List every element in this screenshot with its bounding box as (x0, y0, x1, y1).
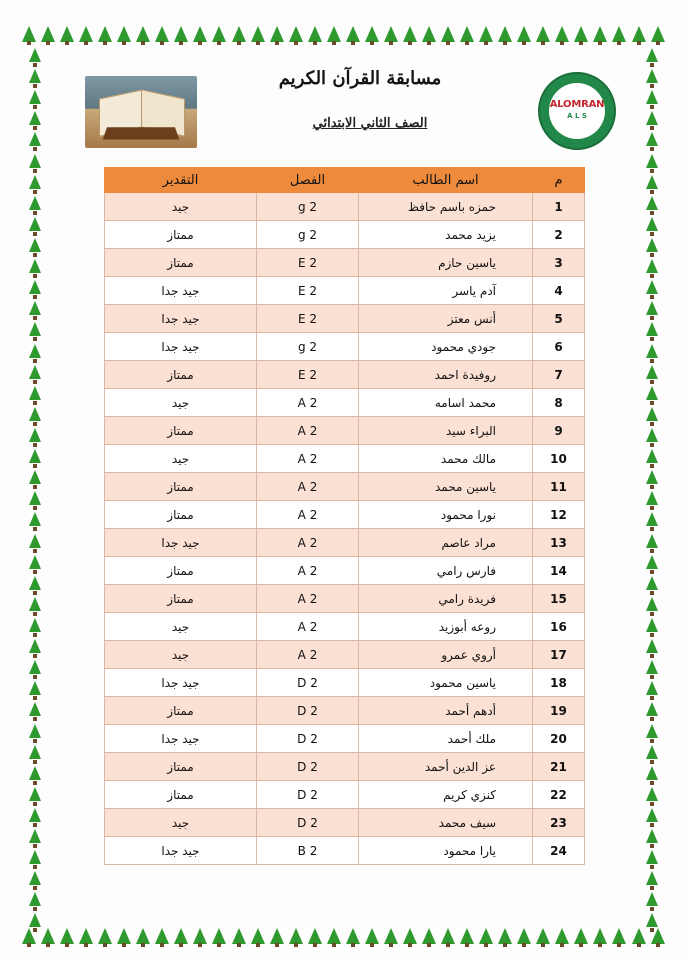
cell-class: 2 D (257, 809, 359, 837)
cell-student-name: أدهم أحمد (359, 697, 533, 725)
tree-icon (193, 928, 207, 944)
tree-icon (308, 26, 322, 42)
tree-icon (646, 660, 658, 674)
cell-number: 4 (533, 277, 585, 305)
quran-photo (85, 76, 197, 148)
cell-student-name: أروي عمرو (359, 641, 533, 669)
tree-icon (646, 576, 658, 590)
table-row (105, 557, 585, 585)
tree-icon (289, 928, 303, 944)
tree-icon (155, 928, 169, 944)
school-logo (538, 72, 616, 150)
tree-icon (29, 745, 41, 759)
cell-student-name: آدم ياسر (359, 277, 533, 305)
tree-icon (460, 928, 474, 944)
cell-student-name: عز الدين أحمد (359, 753, 533, 781)
cell-student-name: ياسين محمود (359, 669, 533, 697)
tree-icon (29, 829, 41, 843)
tree-icon (646, 386, 658, 400)
tree-icon (29, 724, 41, 738)
cell-student-name: يارا محمود (359, 837, 533, 865)
tree-icon (646, 702, 658, 716)
tree-icon (29, 808, 41, 822)
tree-icon (593, 26, 607, 42)
cell-class: 2 D (257, 697, 359, 725)
cell-number: 14 (533, 557, 585, 585)
tree-icon (646, 618, 658, 632)
tree-icon (29, 154, 41, 168)
table-row (105, 361, 585, 389)
cell-class: 2 A (257, 445, 359, 473)
book-stand (103, 127, 179, 139)
cell-number: 12 (533, 501, 585, 529)
tree-icon (441, 928, 455, 944)
cell-class: 2 E (257, 361, 359, 389)
cell-grade: جيد جدا (105, 305, 257, 333)
tree-icon (632, 928, 646, 944)
cell-grade: جيد جدا (105, 837, 257, 865)
tree-icon (29, 470, 41, 484)
table-row (105, 697, 585, 725)
tree-icon (646, 808, 658, 822)
tree-icon (646, 132, 658, 146)
cell-class: 2 A (257, 613, 359, 641)
cell-student-name: حمزه باسم حافظ (359, 193, 533, 221)
cell-student-name: فارس رامي (359, 557, 533, 585)
column-header-number: م (533, 168, 585, 193)
tree-icon (29, 428, 41, 442)
tree-icon (174, 26, 188, 42)
tree-border-left (24, 48, 46, 928)
cell-grade: ممتاز (105, 473, 257, 501)
tree-icon (29, 871, 41, 885)
tree-icon (98, 26, 112, 42)
tree-icon (498, 26, 512, 42)
table-row (105, 725, 585, 753)
tree-icon (29, 892, 41, 906)
tree-icon (232, 928, 246, 944)
tree-icon (612, 26, 626, 42)
cell-class: 2 g (257, 221, 359, 249)
cell-grade: ممتاز (105, 585, 257, 613)
tree-icon (555, 928, 569, 944)
tree-icon (646, 175, 658, 189)
tree-icon (327, 928, 341, 944)
tree-icon (460, 26, 474, 42)
tree-icon (646, 491, 658, 505)
tree-icon (29, 850, 41, 864)
tree-icon (498, 928, 512, 944)
tree-icon (29, 534, 41, 548)
tree-icon (384, 26, 398, 42)
table-row (105, 809, 585, 837)
tree-icon (251, 928, 265, 944)
tree-icon (517, 928, 531, 944)
tree-icon (646, 238, 658, 252)
tree-icon (384, 928, 398, 944)
tree-icon (41, 928, 55, 944)
cell-grade: ممتاز (105, 501, 257, 529)
tree-icon (646, 470, 658, 484)
tree-icon (29, 280, 41, 294)
tree-icon (646, 428, 658, 442)
cell-number: 20 (533, 725, 585, 753)
tree-icon (29, 766, 41, 780)
tree-icon (574, 928, 588, 944)
cell-student-name: ياسين حازم (359, 249, 533, 277)
cell-student-name: ملك أحمد (359, 725, 533, 753)
tree-icon (646, 829, 658, 843)
cell-class: 2 A (257, 557, 359, 585)
tree-icon (41, 26, 55, 42)
table-row (105, 837, 585, 865)
column-header-grade: التقدير (105, 168, 257, 193)
cell-student-name: جودي محمود (359, 333, 533, 361)
cell-student-name: نورا محمود (359, 501, 533, 529)
tree-icon (29, 660, 41, 674)
cell-grade: جيد (105, 193, 257, 221)
cell-student-name: يزيد محمد (359, 221, 533, 249)
tree-icon (29, 365, 41, 379)
cell-class: 2 E (257, 305, 359, 333)
table-row (105, 473, 585, 501)
tree-icon (29, 787, 41, 801)
tree-icon (79, 928, 93, 944)
cell-grade: جيد (105, 445, 257, 473)
cell-number: 17 (533, 641, 585, 669)
cell-number: 16 (533, 613, 585, 641)
cell-student-name: البراء سيد (359, 417, 533, 445)
cell-student-name: سيف محمد (359, 809, 533, 837)
tree-icon (422, 928, 436, 944)
tree-icon (29, 132, 41, 146)
cell-number: 11 (533, 473, 585, 501)
cell-class: 2 E (257, 277, 359, 305)
cell-number: 9 (533, 417, 585, 445)
tree-icon (174, 928, 188, 944)
tree-icon (29, 618, 41, 632)
cell-grade: جيد (105, 809, 257, 837)
table-row (105, 249, 585, 277)
cell-class: 2 A (257, 501, 359, 529)
cell-class: 2 g (257, 333, 359, 361)
cell-class: 2 A (257, 417, 359, 445)
tree-icon (555, 26, 569, 42)
cell-student-name: أنس معتز (359, 305, 533, 333)
tree-icon (646, 766, 658, 780)
tree-icon (193, 26, 207, 42)
tree-icon (574, 26, 588, 42)
column-header-student-name: اسم الطالب (359, 168, 533, 193)
tree-icon (136, 26, 150, 42)
cell-student-name: كنزي كريم (359, 781, 533, 809)
tree-icon (270, 26, 284, 42)
table-row (105, 193, 585, 221)
tree-icon (646, 787, 658, 801)
tree-icon (365, 928, 379, 944)
cell-number: 21 (533, 753, 585, 781)
table-row (105, 585, 585, 613)
tree-icon (646, 407, 658, 421)
tree-icon (29, 639, 41, 653)
table-row (105, 221, 585, 249)
cell-grade: جيد جدا (105, 725, 257, 753)
tree-icon (29, 407, 41, 421)
table-row (105, 669, 585, 697)
cell-number: 24 (533, 837, 585, 865)
tree-icon (29, 597, 41, 611)
tree-icon (79, 26, 93, 42)
tree-icon (308, 928, 322, 944)
page-title: مسابقة القرآن الكريم (278, 68, 442, 89)
tree-icon (155, 26, 169, 42)
tree-icon (29, 259, 41, 273)
tree-icon (29, 175, 41, 189)
cell-number: 22 (533, 781, 585, 809)
table-row (105, 501, 585, 529)
tree-icon (479, 26, 493, 42)
tree-icon (29, 702, 41, 716)
tree-icon (29, 344, 41, 358)
tree-border-top (22, 26, 665, 48)
logo-inner-circle (549, 83, 605, 139)
tree-icon (646, 259, 658, 273)
cell-class: 2 D (257, 725, 359, 753)
cell-grade: جيد (105, 613, 257, 641)
tree-icon (479, 928, 493, 944)
cell-class: 2 E (257, 249, 359, 277)
tree-icon (29, 913, 41, 927)
cell-student-name: روعه أبوزيد (359, 613, 533, 641)
cell-class: 2 D (257, 781, 359, 809)
tree-icon (98, 928, 112, 944)
cell-student-name: محمد اسامه (359, 389, 533, 417)
tree-icon (646, 111, 658, 125)
cell-grade: ممتاز (105, 417, 257, 445)
tree-icon (646, 871, 658, 885)
cell-student-name: روفيدة احمد (359, 361, 533, 389)
tree-icon (212, 26, 226, 42)
cell-grade: جيد (105, 641, 257, 669)
cell-grade: ممتاز (105, 781, 257, 809)
tree-icon (403, 26, 417, 42)
cell-number: 6 (533, 333, 585, 361)
tree-icon (612, 928, 626, 944)
cell-number: 23 (533, 809, 585, 837)
tree-icon (646, 365, 658, 379)
tree-icon (29, 69, 41, 83)
table-row (105, 417, 585, 445)
cell-grade: جيد جدا (105, 277, 257, 305)
cell-grade: ممتاز (105, 753, 257, 781)
logo-subtext: A L S (567, 112, 587, 120)
cell-number: 5 (533, 305, 585, 333)
cell-class: 2 D (257, 669, 359, 697)
tree-icon (117, 928, 131, 944)
tree-icon (29, 576, 41, 590)
cell-student-name: ياسين محمد (359, 473, 533, 501)
tree-icon (646, 344, 658, 358)
cell-class: 2 g (257, 193, 359, 221)
tree-icon (346, 26, 360, 42)
tree-icon (517, 26, 531, 42)
tree-icon (29, 322, 41, 336)
table-row (105, 305, 585, 333)
tree-icon (327, 26, 341, 42)
tree-icon (646, 913, 658, 927)
tree-icon (646, 280, 658, 294)
tree-icon (646, 639, 658, 653)
tree-icon (632, 26, 646, 42)
tree-icon (29, 301, 41, 315)
cell-student-name: مراد عاصم (359, 529, 533, 557)
tree-icon (536, 26, 550, 42)
tree-icon (441, 26, 455, 42)
tree-icon (403, 928, 417, 944)
tree-icon (60, 26, 74, 42)
tree-icon (289, 26, 303, 42)
cell-number: 8 (533, 389, 585, 417)
tree-icon (29, 386, 41, 400)
tree-icon (646, 512, 658, 526)
tree-icon (536, 928, 550, 944)
tree-icon (651, 26, 665, 42)
tree-icon (422, 26, 436, 42)
cell-grade: ممتاز (105, 557, 257, 585)
tree-icon (646, 597, 658, 611)
tree-icon (646, 90, 658, 104)
table-row (105, 613, 585, 641)
cell-number: 1 (533, 193, 585, 221)
tree-icon (646, 449, 658, 463)
tree-icon (646, 534, 658, 548)
tree-icon (29, 111, 41, 125)
tree-icon (29, 238, 41, 252)
tree-icon (270, 928, 284, 944)
cell-grade: ممتاز (105, 361, 257, 389)
cell-number: 10 (533, 445, 585, 473)
cell-class: 2 D (257, 753, 359, 781)
table-row (105, 445, 585, 473)
table-row (105, 641, 585, 669)
tree-icon (646, 724, 658, 738)
tree-icon (646, 48, 658, 62)
table-header-row (105, 168, 585, 193)
tree-icon (29, 217, 41, 231)
cell-grade: جيد جدا (105, 669, 257, 697)
cell-grade: ممتاز (105, 221, 257, 249)
tree-icon (29, 555, 41, 569)
tree-icon (646, 301, 658, 315)
cell-class: 2 B (257, 837, 359, 865)
tree-icon (29, 512, 41, 526)
cell-number: 15 (533, 585, 585, 613)
tree-icon (60, 928, 74, 944)
cell-grade: جيد جدا (105, 529, 257, 557)
tree-icon (29, 449, 41, 463)
tree-icon (646, 217, 658, 231)
cell-number: 3 (533, 249, 585, 277)
tree-icon (646, 681, 658, 695)
table-row (105, 753, 585, 781)
cell-grade: ممتاز (105, 249, 257, 277)
cell-number: 7 (533, 361, 585, 389)
results-table (104, 167, 585, 865)
cell-grade: جيد جدا (105, 333, 257, 361)
cell-number: 2 (533, 221, 585, 249)
tree-icon (136, 928, 150, 944)
cell-class: 2 A (257, 473, 359, 501)
tree-icon (29, 196, 41, 210)
table-row (105, 529, 585, 557)
table-row (105, 389, 585, 417)
tree-icon (646, 555, 658, 569)
tree-icon (29, 491, 41, 505)
cell-number: 13 (533, 529, 585, 557)
column-header-class: الفصل (257, 168, 359, 193)
tree-border-right (641, 48, 663, 928)
cell-class: 2 A (257, 585, 359, 613)
tree-icon (232, 26, 246, 42)
tree-icon (646, 850, 658, 864)
tree-icon (251, 26, 265, 42)
tree-icon (29, 681, 41, 695)
tree-icon (22, 26, 36, 42)
cell-number: 19 (533, 697, 585, 725)
tree-border-bottom (22, 928, 665, 950)
cell-student-name: فريدة رامي (359, 585, 533, 613)
logo-text: ALOMRAN (549, 99, 605, 110)
table-row (105, 333, 585, 361)
tree-icon (117, 26, 131, 42)
tree-icon (346, 928, 360, 944)
tree-icon (365, 26, 379, 42)
cell-student-name: مالك محمد (359, 445, 533, 473)
tree-icon (29, 90, 41, 104)
tree-icon (29, 48, 41, 62)
tree-icon (646, 69, 658, 83)
tree-icon (646, 196, 658, 210)
cell-number: 18 (533, 669, 585, 697)
cell-class: 2 A (257, 641, 359, 669)
tree-icon (593, 928, 607, 944)
cell-class: 2 A (257, 529, 359, 557)
cell-grade: جيد (105, 389, 257, 417)
table-row (105, 277, 585, 305)
tree-icon (646, 892, 658, 906)
cell-grade: ممتاز (105, 697, 257, 725)
tree-icon (646, 322, 658, 336)
tree-icon (646, 154, 658, 168)
cell-class: 2 A (257, 389, 359, 417)
page-subtitle: الصف الثاني الابتدائي (312, 116, 428, 131)
tree-icon (212, 928, 226, 944)
tree-icon (646, 745, 658, 759)
table-row (105, 781, 585, 809)
